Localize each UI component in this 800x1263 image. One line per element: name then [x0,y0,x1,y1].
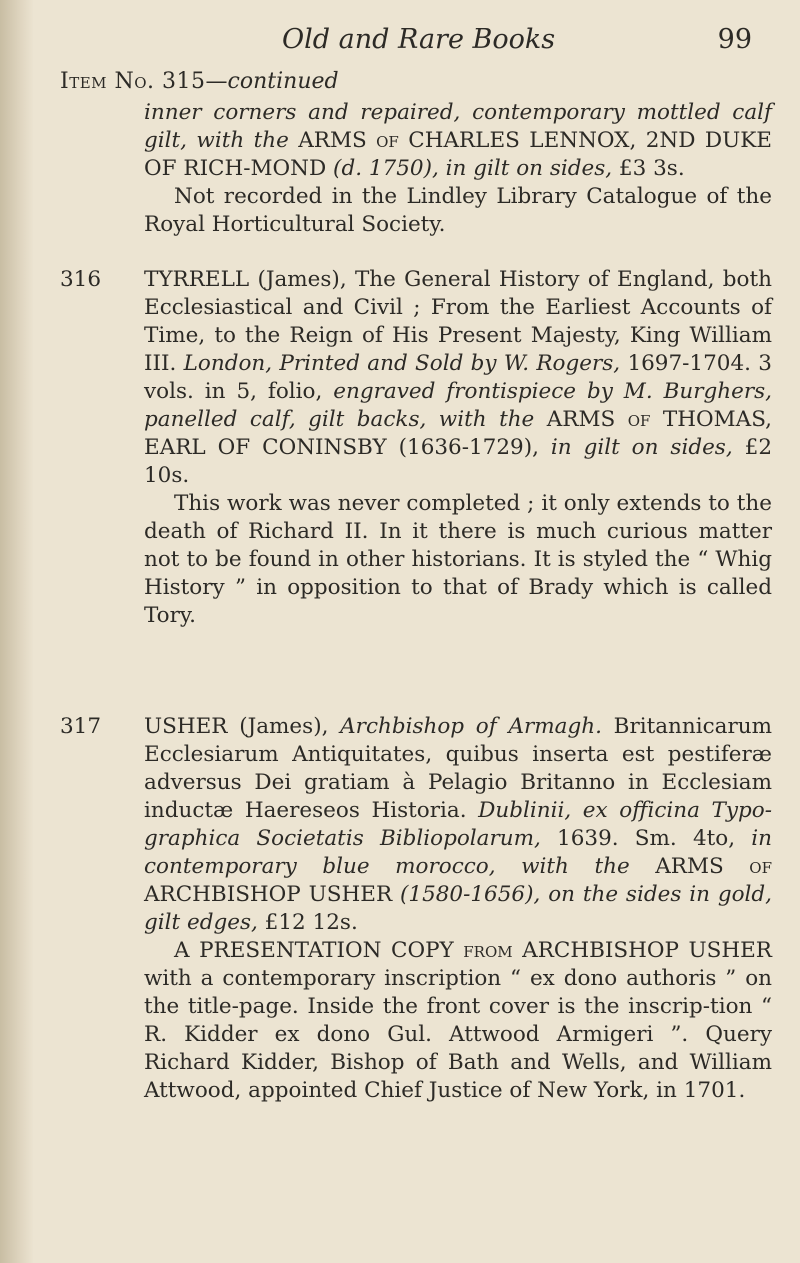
running-header [282,24,752,55]
entry-317 [60,713,772,1105]
entry-body [144,266,772,630]
author-role: Archbishop of Armagh. [340,714,602,739]
item-number: 317 [60,714,102,739]
page-gutter [0,0,34,1263]
arms-provenance: ARMS of THOMAS, EARL OF CONINSBY [144,407,772,460]
item-number: 316 [60,267,102,292]
page-number: 99 [717,24,752,55]
price: £3 3s. [618,156,685,181]
arms-provenance: ARMS of ARCHBISHOP USHER [144,854,772,907]
imprint: Dublinii, ex officina Typo-graphica Societatis Bibliopolarum, [144,798,772,851]
entry-description: TYRRELL (James), The General History of England, both Ecclesiastical and Civil ; From the Earliest Accounts of Time, to the Reign of His Present Majesty, King William III. London, Printed and Sold by W. Rogers, 1697-1704. 3 vols. in 5, folio, engraved frontispiece by M. Burghers, panelled calf, gilt backs, with the ARMS of THOMAS, EARL OF CONINSBY (1636-1729), in gilt on sides, £2 10s. [144,267,773,488]
entry-note: Not recorded in the Lindley Library Catalogue of the Royal Horticultural Society. [144,184,772,237]
entry-316 [60,266,772,630]
entry-note: This work was never completed ; it only extends to the death of Richard II. In it there is much curious matter not to be found in other historians. It is styled the “ Whig History ” in opposition to that of Brady which is called Tory. [144,491,772,628]
price: £12 12s. [257,910,358,935]
continuation-label: Item No. 315 [60,69,206,94]
entry-description: inner corners and repaired, contemporary mottled calf gilt, with the ARMS of CHARLES LENNOX, 2ND DUKE OF RICH-MOND (d. 1750), in gilt on sides, £3 3s. [144,100,772,181]
continuation-word: continued [227,69,339,94]
arms-provenance: ARMS of CHARLES LENNOX, 2ND DUKE OF RICH-MOND [144,128,772,181]
presentation-copy: A PRESENTATION COPY from ARCHBISHOP USHER [174,938,772,963]
book-title: The General History of England, both Ecclesiastical and Civil ; From the Earliest Accounts of Time, to the Reign of His Present Majesty, King William III. [144,267,772,376]
entry-description: USHER (James), Archbishop of Armagh. Britannicarum Ecclesiarum Antiquitates, quibus inserta est pestiferæ adversus Dei gratiam à Pelagio Britanno in Ecclesiam inductæ Haereseos Historia. Dublinii, ex officina Typo-graphica Societatis Bibliopolarum, 1639. Sm. 4to, in contemporary blue morocco, with the ARMS of ARCHBISHOP USHER (1580-1656), on the sides in gold, gilt edges, £12 12s. [144,714,773,935]
author: TYRRELL [144,267,250,292]
continuation-line [60,69,339,94]
continuation-dash: — [205,69,228,94]
entry-body [144,713,772,1105]
entry-body [144,99,772,239]
running-title: Old and Rare Books [282,24,556,55]
price: £2 10s. [144,435,772,488]
imprint: London, Printed and Sold by W. Rogers, [183,351,621,376]
entry-315-continued [60,99,772,239]
entry-note: A PRESENTATION COPY from ARCHBISHOP USHER with a contemporary inscription “ ex dono authoris ” on the title-page. Inside the front cover is the inscrip-tion “ R. Kidder ex dono Gul. Attwood Armigeri ”. Query Richard Kidder, Bishop of Bath and Wells, and William Attwood, appointed Chief Justice of New York, in 1701. [144,938,772,1103]
author: USHER [144,714,228,739]
book-title: Britannicarum Ecclesiarum Antiquitates, quibus inserta est pestiferæ adversus Dei gratiam à Pelagio Britanno in Ecclesiam inductæ Haereseos Historia. [144,714,772,823]
